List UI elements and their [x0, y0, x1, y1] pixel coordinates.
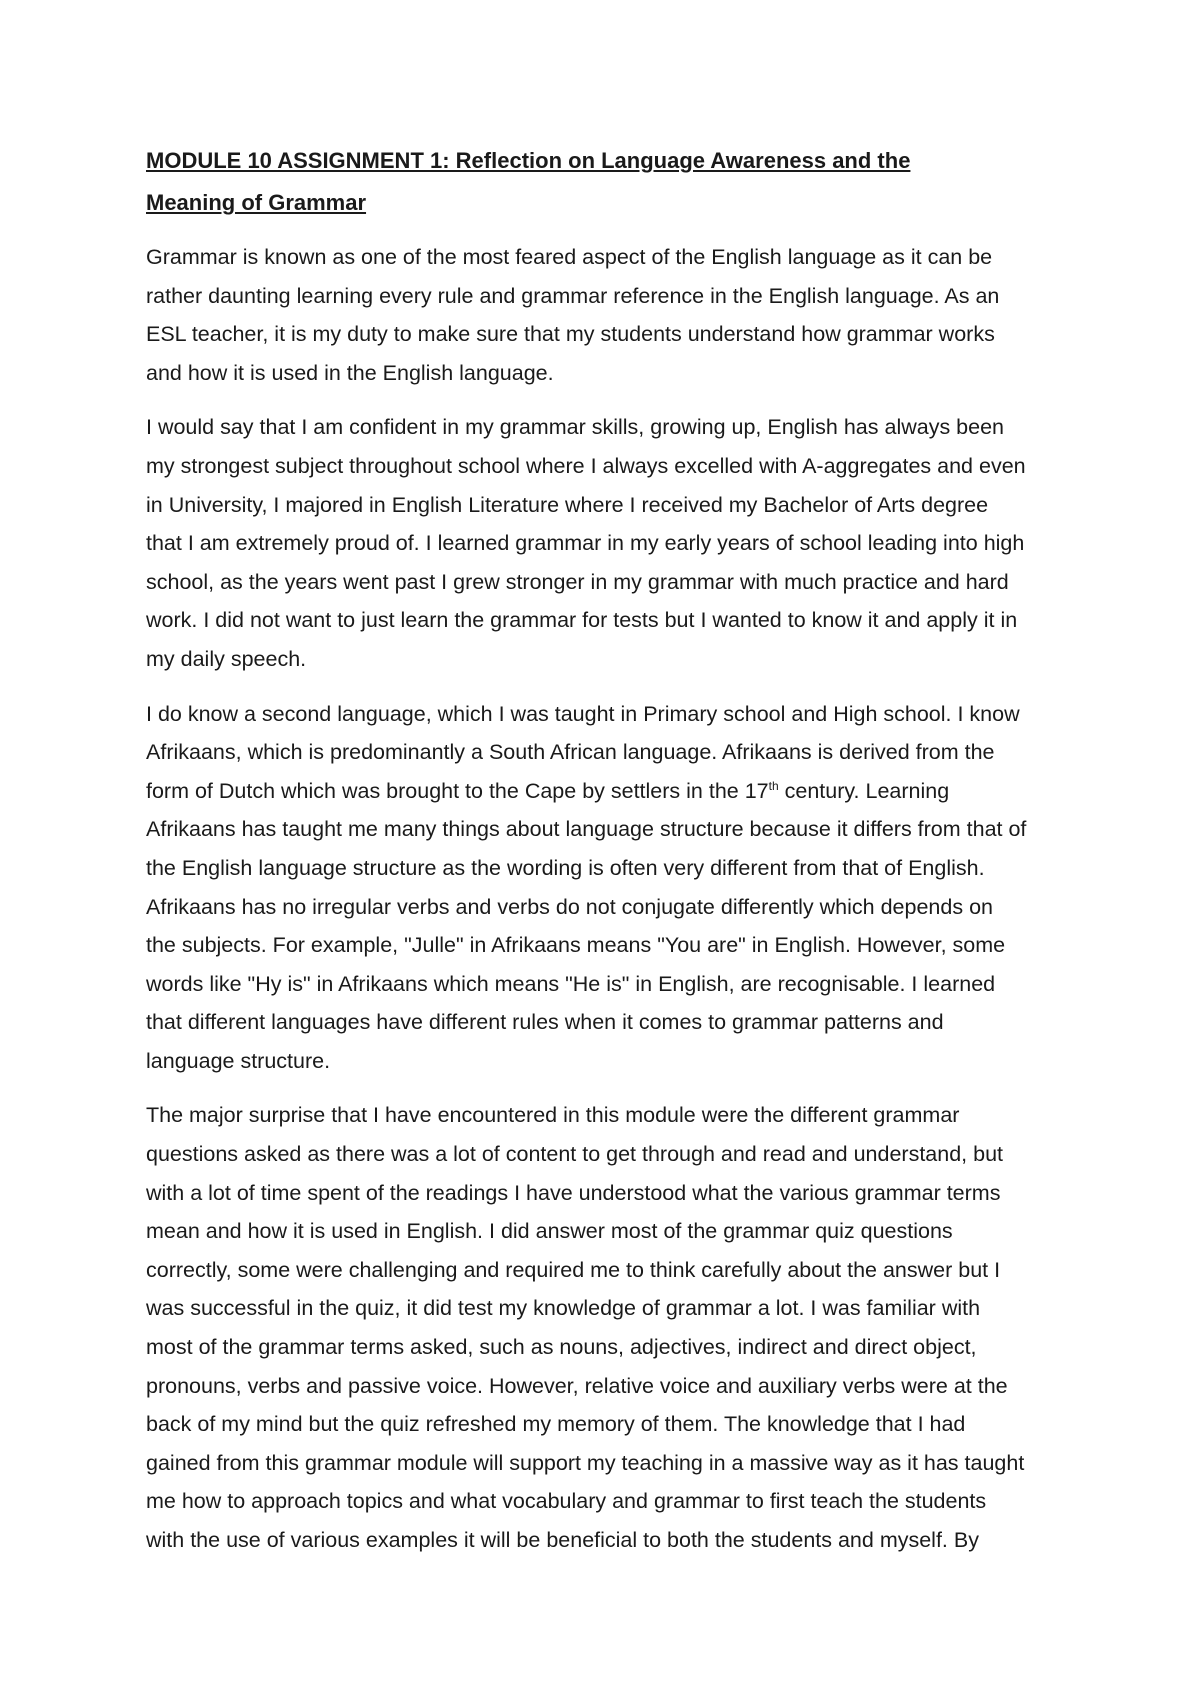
text-line: the subjects. For example, "Julle" in Afrikaans means "You are" in English. However, some [146, 933, 1006, 958]
text-line: gained from this grammar module will support my teaching in a massive way as it has taught [146, 1450, 1025, 1475]
text-line: I do know a second language, which I was taught in Primary school and High school. I know [146, 701, 1020, 726]
paragraph-confidence [146, 408, 1086, 678]
text-line: in University, I majored in English Literature where I received my Bachelor of Arts degree [146, 492, 989, 517]
text-line: words like "Hy is" in Afrikaans which means "He is" in English, are recognisable. I learned [146, 971, 996, 996]
text-line: Grammar is known as one of the most feared aspect of the English language as it can be [146, 245, 993, 269]
text-line: I would say that I am confident in my grammar skills, growing up, English has always been [146, 415, 1005, 440]
text-line: was successful in the quiz, it did test my knowledge of grammar a lot. I was familiar with [146, 1296, 981, 1321]
text-line: and how it is used in the English language. [146, 360, 554, 385]
text-line: with a lot of time spent of the readings I have understood what the various grammar terms [146, 1180, 1001, 1205]
text-line: that I am extremely proud of. I learned grammar in my early years of school leading into high [146, 531, 1025, 556]
title-line: MODULE 10 ASSIGNMENT 1: Reflection on Language Awareness and the [146, 148, 911, 173]
document-title [146, 140, 1086, 224]
superscript-ordinal: th [768, 778, 779, 793]
text-line: work. I did not want to just learn the grammar for tests but I wanted to know it and apply it in [146, 608, 1018, 633]
text-line: my daily speech. [146, 646, 307, 671]
text-line: mean and how it is used in English. I did answer most of the grammar quiz questions [146, 1219, 953, 1244]
text-line: the English language structure as the wording is often very different from that of English. [146, 855, 985, 880]
text-segment: century. Learning [778, 778, 950, 803]
document-page [146, 140, 1086, 1576]
text-line: school, as the years went past I grew stronger in my grammar with much practice and hard [146, 569, 1009, 594]
text-line: most of the grammar terms asked, such as nouns, adjectives, indirect and direct object, [146, 1335, 977, 1360]
text-line-with-superscript [146, 772, 1086, 811]
text-line: language structure. [146, 1048, 331, 1073]
text-line: The major surprise that I have encountered in this module were the different grammar [146, 1103, 960, 1128]
paragraph-intro [146, 238, 1086, 392]
text-line: back of my mind but the quiz refreshed my memory of them. The knowledge that I had [146, 1412, 966, 1437]
text-line: Afrikaans has no irregular verbs and verbs do not conjugate differently which depends on [146, 894, 993, 919]
text-line: my strongest subject throughout school where I always excelled with A-aggregates and even [146, 453, 1026, 478]
text-line: ESL teacher, it is my duty to make sure that my students understand how grammar works [146, 322, 995, 347]
text-line: questions asked as there was a lot of content to get through and read and understand, but [146, 1142, 1004, 1167]
text-line: rather daunting learning every rule and grammar reference in the English language. As an [146, 283, 1000, 308]
text-line: pronouns, verbs and passive voice. However, relative voice and auxiliary verbs were at the [146, 1373, 1008, 1398]
text-segment: form of Dutch which was brought to the Cape by settlers in the 17 [146, 778, 769, 803]
paragraph-second-language [146, 695, 1086, 1081]
text-line: correctly, some were challenging and required me to think carefully about the answer but I [146, 1257, 1001, 1282]
paragraph-major-surprise [146, 1096, 1086, 1559]
text-line: Afrikaans, which is predominantly a South African language. Afrikaans is derived from the [146, 740, 995, 765]
text-line: Afrikaans has taught me many things about language structure because it differs from that of [146, 817, 1027, 842]
text-line: that different languages have different rules when it comes to grammar patterns and [146, 1010, 944, 1035]
text-line: me how to approach topics and what vocabulary and grammar to first teach the students [146, 1489, 987, 1514]
title-line: Meaning of Grammar [146, 190, 367, 215]
text-line: with the use of various examples it will be beneficial to both the students and myself. By [146, 1528, 979, 1552]
